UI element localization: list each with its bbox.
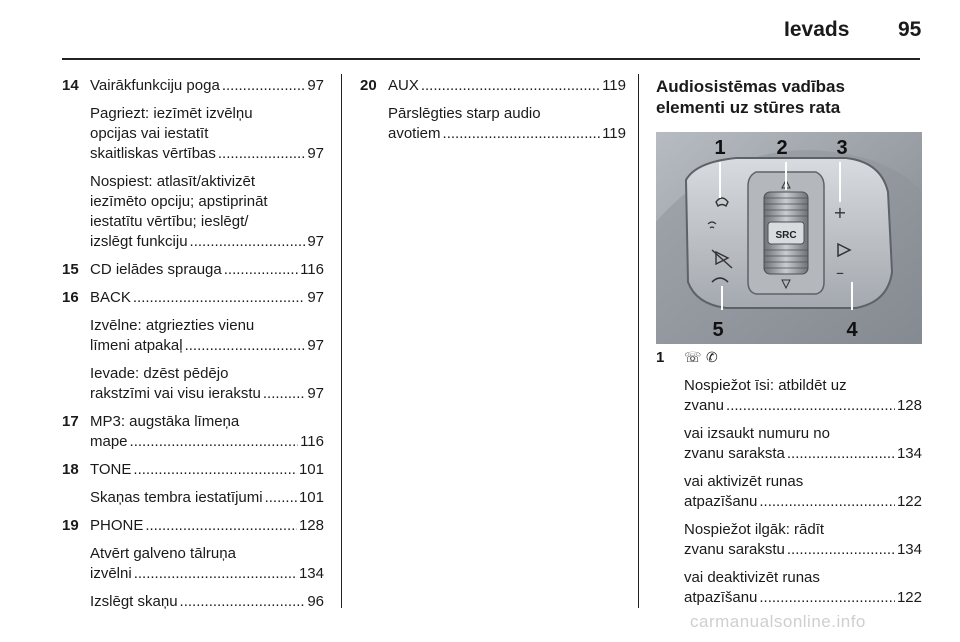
callout-1: 1 — [714, 137, 726, 159]
entry-number: 15 — [62, 261, 79, 278]
header-rule — [62, 58, 920, 60]
text-line: zvanu saraksta — [684, 445, 785, 462]
entry-16 — [62, 288, 324, 308]
page-ref[interactable]: 101 — [298, 461, 324, 478]
entry-label: mape — [90, 433, 128, 450]
text-line: līmeni atpakaļ — [90, 337, 183, 354]
entry-19-sub-2 — [90, 592, 324, 612]
page-ref[interactable]: 116 — [300, 261, 324, 278]
item-1-sub-2 — [684, 424, 922, 464]
text-line: Nospiest: atlasīt/aktivizēt — [90, 173, 256, 190]
section-title: Audiosistēmas vadības — [656, 77, 845, 96]
entry-19-sub-1 — [90, 544, 324, 584]
entry-label: MP3: augstāka līmeņa — [90, 413, 240, 430]
page-ref[interactable]: 134 — [896, 445, 922, 462]
entry-number: 19 — [62, 517, 79, 534]
page-ref[interactable]: 96 — [307, 593, 324, 610]
entry-15 — [62, 260, 324, 280]
entry-label: CD ielādes sprauga — [90, 261, 222, 278]
text-line: Pārslēgties starp audio — [388, 105, 541, 122]
entry-20 — [360, 76, 626, 96]
volume-down-icon[interactable]: – — [836, 263, 844, 282]
page-number: 95 — [898, 18, 922, 41]
page-ref[interactable]: 97 — [307, 77, 324, 94]
item-1 — [656, 348, 922, 368]
text-line: izvēlni — [90, 565, 132, 582]
item-1-sub-1 — [684, 376, 922, 416]
page-ref[interactable]: 97 — [307, 233, 324, 250]
page-header-title: Ievads — [784, 18, 850, 41]
entry-number: 16 — [62, 289, 79, 306]
column-1 — [62, 76, 324, 612]
callout-2: 2 — [776, 137, 788, 159]
phone-icons: ☏ ✆ — [684, 350, 718, 366]
page-ref[interactable]: 119 — [602, 125, 626, 142]
text-line: Atvērt galveno tālruņa — [90, 545, 236, 562]
text-line: Skaņas tembra iestatījumi — [90, 489, 263, 506]
text-line: opcijas vai iestatīt — [90, 125, 209, 142]
column-divider-2 — [638, 74, 639, 608]
entry-label: AUX — [388, 77, 419, 94]
volume-up-icon[interactable]: + — [833, 203, 847, 222]
entry-17 — [62, 412, 324, 452]
callout-3: 3 — [836, 137, 848, 159]
entry-label: Vairākfunkciju poga — [90, 77, 220, 94]
page-ref[interactable]: 97 — [307, 145, 324, 162]
page-ref[interactable]: 128 — [896, 397, 922, 414]
item-1-sub-5 — [684, 568, 922, 608]
text-line: skaitliskas vērtības — [90, 145, 216, 162]
page-ref[interactable]: 97 — [307, 289, 324, 306]
text-line: Nospiežot īsi: atbildēt uz — [684, 377, 847, 394]
entry-18-sub-1 — [90, 488, 324, 508]
entry-label: PHONE — [90, 517, 144, 534]
entry-label: BACK — [90, 289, 131, 306]
entry-18 — [62, 460, 324, 480]
page-ref[interactable]: 122 — [896, 493, 922, 510]
text-line: Pagriezt: iezīmēt izvēlņu — [90, 105, 253, 122]
entry-20-sub-1 — [388, 104, 626, 144]
text-line: iezīmēto opciju; apstiprināt — [90, 193, 268, 210]
entry-number: 17 — [62, 413, 79, 430]
page-ref[interactable]: 97 — [307, 337, 324, 354]
entry-14-sub-2 — [90, 172, 324, 252]
item-1-sub-4 — [684, 520, 922, 560]
page-ref[interactable]: 97 — [307, 385, 324, 402]
entry-number: 1 — [656, 349, 665, 366]
text-line: Izvēlne: atgriezties vienu — [90, 317, 255, 334]
text-line: iestatītu vērtību; ieslēgt/ — [90, 213, 249, 230]
page-ref[interactable]: 101 — [298, 489, 324, 506]
text-line: vai deaktivizēt runas — [684, 569, 820, 586]
entry-14 — [62, 76, 324, 96]
text-line: vai izsaukt numuru no — [684, 425, 830, 442]
page-ref[interactable]: 122 — [896, 589, 922, 606]
text-line: zvanu sarakstu — [684, 541, 785, 558]
text-line: Izslēgt skaņu — [90, 593, 178, 610]
text-line: izslēgt funkciju — [90, 233, 188, 250]
page-ref[interactable]: 134 — [298, 565, 324, 582]
text-line: atpazīšanu — [684, 493, 758, 510]
entry-number: 20 — [360, 77, 377, 94]
text-line: zvanu — [684, 397, 725, 414]
text-line: Nospiežot ilgāk: rādīt — [684, 521, 825, 538]
column-3 — [656, 76, 922, 118]
entry-number: 18 — [62, 461, 79, 478]
column-2 — [360, 76, 626, 144]
text-line: rakstzīmi vai visu ierakstu — [90, 385, 261, 402]
watermark: carmanualsonline.info — [690, 612, 866, 631]
section-title: elementi uz stūres rata — [656, 98, 841, 117]
src-label: SRC — [775, 230, 797, 241]
entry-14-sub-1 — [90, 104, 324, 164]
callout-5: 5 — [712, 319, 724, 341]
steering-wheel-controls-image — [656, 132, 922, 344]
entry-19 — [62, 516, 324, 536]
entry-number: 14 — [62, 77, 79, 94]
entry-label: TONE — [90, 461, 132, 478]
column-divider-1 — [341, 74, 342, 608]
text-line: vai aktivizēt runas — [684, 473, 804, 490]
entry-16-sub-1 — [90, 316, 324, 356]
entry-16-sub-2 — [90, 364, 324, 404]
page-ref[interactable]: 134 — [896, 541, 922, 558]
column-3-list — [656, 348, 922, 608]
page-ref[interactable]: 128 — [298, 517, 324, 534]
item-1-sub-3 — [684, 472, 922, 512]
page-ref[interactable]: 116 — [300, 433, 324, 450]
page-ref[interactable]: 119 — [602, 77, 626, 94]
text-line: atpazīšanu — [684, 589, 758, 606]
text-line: avotiem — [388, 125, 441, 142]
callout-4: 4 — [846, 319, 858, 341]
text-line: Ievade: dzēst pēdējo — [90, 365, 229, 382]
